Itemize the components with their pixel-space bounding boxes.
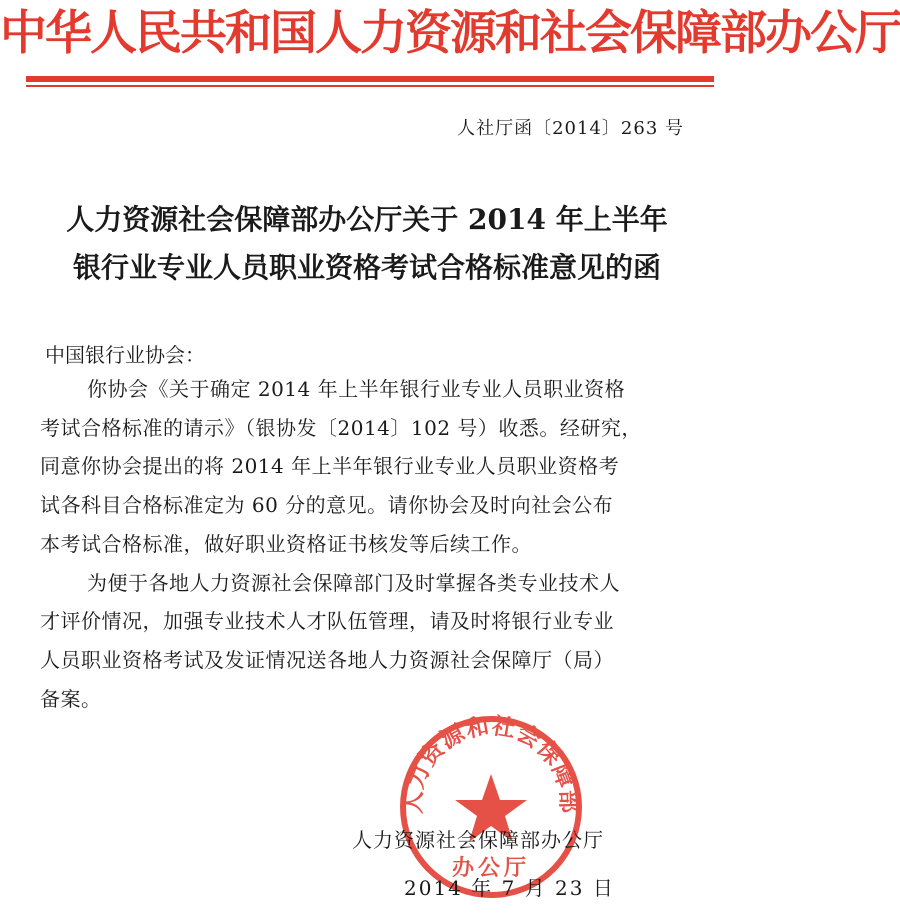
salutation: 中国银行业协会： xyxy=(45,343,205,367)
issue-date: 2014 年 7 月 23 日 xyxy=(404,876,615,900)
signature-line: 人力资源社会保障部办公厅 xyxy=(352,828,604,852)
document-number: 人社厅函〔2014〕263 号 xyxy=(457,118,684,139)
body-line: 才评价情况，加强专业技术人才队伍管理，请及时将银行业专业 xyxy=(40,609,614,633)
body-line: 备案。 xyxy=(40,687,102,711)
body-line: 人员职业资格考试及发证情况送各地人力资源社会保障厅（局） xyxy=(40,648,614,672)
seal-ring-text: 人力资源和社会保障部 xyxy=(400,713,582,815)
body-line: 同意你协会提出的将 2014 年上半年银行业专业人员职业资格考 xyxy=(40,454,620,478)
letterhead-rule-thin xyxy=(26,85,714,87)
letterhead-rule-thick xyxy=(26,76,714,82)
body-line: 考试合格标准的请示》（银协发〔2014〕102 号）收悉。经研究， xyxy=(40,416,642,440)
body-line: 试各科目合格标准定为 60 分的意见。请你协会及时向社会公布 xyxy=(40,493,614,517)
body-line: 你协会《关于确定 2014 年上半年银行业专业人员职业资格 xyxy=(87,377,626,401)
document-title-line-1: 人力资源社会保障部办公厅关于 2014 年上半年 xyxy=(66,203,668,236)
body-line: 为便于各地人力资源社会保障部门及时掌握各类专业技术人 xyxy=(87,571,620,595)
body-line: 本考试合格标准，做好职业资格证书核发等后续工作。 xyxy=(40,532,532,556)
document-title-line-2: 银行业专业人员职业资格考试合格标准意见的函 xyxy=(72,251,661,284)
seal-bottom-text: 办公厅 xyxy=(451,856,531,881)
letterhead-title: 中华人民共和国人力资源和社会保障部办公厅 xyxy=(0,6,900,61)
